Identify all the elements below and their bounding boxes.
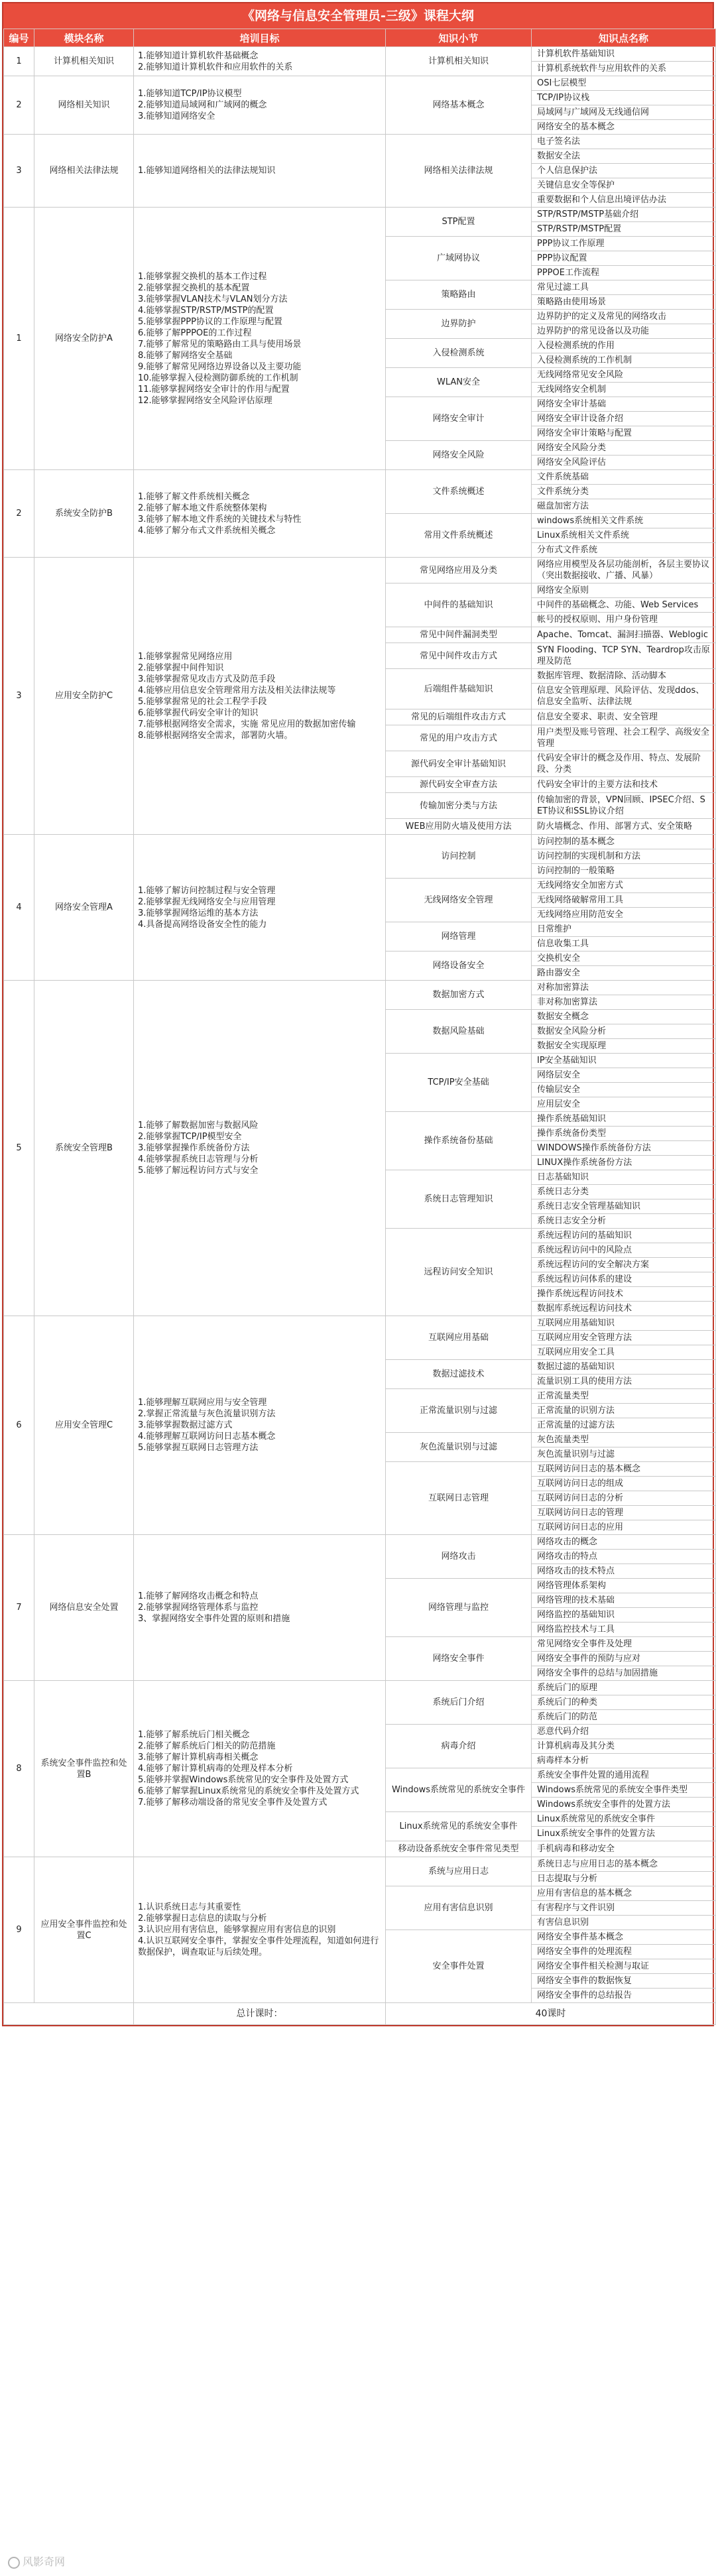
module-name: 网络信息安全处置 — [34, 1535, 134, 1681]
header-point: 知识点名称 — [532, 29, 716, 47]
knowledge-point: 操作系统备份类型 — [532, 1127, 716, 1141]
knowledge-point: 无线网络应用防范安全 — [532, 908, 716, 922]
knowledge-point: 恶意代码介绍 — [532, 1725, 716, 1739]
knowledge-point: 网络管理体系架构 — [532, 1579, 716, 1593]
section-name: 广域网协议 — [386, 237, 532, 280]
module-name: 网络相关法律法规 — [34, 135, 134, 208]
module-name: 系统安全防护B — [34, 470, 134, 558]
knowledge-point: 访问控制的实现机制和方法 — [532, 849, 716, 864]
knowledge-point: 个人信息保护法 — [532, 164, 716, 178]
knowledge-point: Linux系统相关文件系统 — [532, 528, 716, 543]
table-row — [4, 981, 716, 995]
module-number: 4 — [4, 835, 34, 981]
table-row — [4, 76, 716, 91]
knowledge-point: 计算机软件基础知识 — [532, 47, 716, 62]
section-name: 常见的用户攻击方式 — [386, 725, 532, 751]
module-name: 系统安全事件监控和处置B — [34, 1681, 134, 1857]
knowledge-point: 用户类型及账号管理、社会工程学、高级安全管理 — [532, 725, 716, 751]
knowledge-point: IP安全基础知识 — [532, 1054, 716, 1068]
section-name: 文件系统概述 — [386, 470, 532, 514]
module-goal: 1.能够掌握交换机的基本工作过程 2.能够掌握交换机的基本配置 3.能够掌握VLAN技术与VLAN划分方法 4.能够掌握STP/RSTP/MSTP的配置 5.能够掌握PPP协议的工作原理与配置 6.能够了解PPPOE的工作过程 7.能够了解常见的策略路由工具与使用场景 8.能够了解网络安全基础 9.能够了解常见网络边界设备以及主要功能 10.能够掌握入侵检测防御系统的工作机制 11.能够掌握网络安全审计的作用与配置 12.能够掌握网络安全风险评估原理 — [134, 208, 386, 470]
knowledge-point: Windows系统常见的系统安全事件类型 — [532, 1783, 716, 1798]
knowledge-point: Apache、Tomcat、漏洞扫描器、Weblogic — [532, 627, 716, 643]
knowledge-point: WINDOWS操作系统备份方法 — [532, 1141, 716, 1156]
knowledge-point: 对称加密算法 — [532, 981, 716, 995]
knowledge-point: 灰色流量类型 — [532, 1433, 716, 1447]
knowledge-point: 防火墙概念、作用、部署方式、安全策略 — [532, 819, 716, 835]
module-goal: 1.能够掌握常见网络应用 2.能够掌握中间件知识 3.能够掌握常见攻击方式及防范手段 4.能够应用信息安全管理常用方法及相关法律法规等 5.能够掌握常见的社会工程学手段 6.能够掌握代码安全审计的知识 7.能够根据网络安全需求，实施 常见应用的数据加密传输 8.能够根据网络安全需求，部署防火墙。 — [134, 558, 386, 835]
knowledge-point: 局域网与广域网及无线通信网 — [532, 105, 716, 120]
knowledge-point: STP/RSTP/MSTP配置 — [532, 222, 716, 237]
knowledge-point: OSI七层模型 — [532, 76, 716, 91]
knowledge-point: 正常流量的过滤方法 — [532, 1418, 716, 1433]
knowledge-point: 系统远程访问体系的建设 — [532, 1272, 716, 1287]
knowledge-point: 磁盘加密方法 — [532, 499, 716, 514]
module-number: 2 — [4, 470, 34, 558]
section-name: 入侵检测系统 — [386, 339, 532, 368]
knowledge-point: 网络层安全 — [532, 1068, 716, 1083]
knowledge-point: 互联网访问日志的组成 — [532, 1477, 716, 1491]
section-name: 常用文件系统概述 — [386, 514, 532, 558]
module-name: 网络安全管理A — [34, 835, 134, 981]
knowledge-point: 系统日志分类 — [532, 1185, 716, 1199]
module-number: 9 — [4, 1857, 34, 2003]
knowledge-point: 计算机系统软件与应用软件的关系 — [532, 62, 716, 76]
module-name: 系统安全管理B — [34, 981, 134, 1316]
table-row — [4, 1535, 716, 1550]
knowledge-point: 计算机病毒及其分类 — [532, 1739, 716, 1754]
knowledge-point: 互联网访问日志的应用 — [532, 1520, 716, 1535]
knowledge-point: 互联网应用安全管理方法 — [532, 1331, 716, 1345]
knowledge-point: LINUX操作系统备份方法 — [532, 1156, 716, 1170]
total-hours-label: 总计课时： — [134, 2003, 386, 2025]
knowledge-point: 信息安全要求、职责、安全管理 — [532, 709, 716, 725]
module-name: 计算机相关知识 — [34, 47, 134, 76]
section-name: 源代码安全审计基础知识 — [386, 751, 532, 777]
total-hours-row — [4, 2003, 716, 2025]
section-name: 安全事件处置 — [386, 1930, 532, 2003]
section-name: 数据风险基础 — [386, 1010, 532, 1054]
syllabus-document — [2, 2, 714, 2026]
knowledge-point: 灰色流量识别与过滤 — [532, 1447, 716, 1462]
knowledge-point: 网络监控的基础知识 — [532, 1608, 716, 1623]
knowledge-point: PPP协议配置 — [532, 251, 716, 266]
knowledge-point: 手机病毒和移动安全 — [532, 1841, 716, 1857]
knowledge-point: 互联网应用安全工具 — [532, 1345, 716, 1360]
module-goal: 1.能够了解数据加密与数据风险 2.能够掌握TCP/IP模型安全 3.能够掌握操作系统备份方法 4.能够掌握系统日志管理与分析 5.能够了解远程访问方式与安全 — [134, 981, 386, 1316]
table-row — [4, 470, 716, 485]
knowledge-point: 有害程序与文件识别 — [532, 1901, 716, 1916]
knowledge-point: STP/RSTP/MSTP基础介绍 — [532, 208, 716, 222]
knowledge-point: 网络安全的基本概念 — [532, 120, 716, 135]
knowledge-point: 网络安全事件的预防与应对 — [532, 1652, 716, 1666]
section-name: 网络相关法律法规 — [386, 135, 532, 208]
section-name: 网络管理 — [386, 922, 532, 951]
knowledge-point: PPPOE工作流程 — [532, 266, 716, 280]
section-name: 系统与应用日志 — [386, 1857, 532, 1886]
knowledge-point: 有害信息识别 — [532, 1916, 716, 1930]
knowledge-point: 路由器安全 — [532, 966, 716, 981]
knowledge-point: 互联网访问日志的分析 — [532, 1491, 716, 1506]
knowledge-point: 操作系统远程访问技术 — [532, 1287, 716, 1302]
table-row — [4, 1857, 716, 1872]
knowledge-point: windows系统相关文件系统 — [532, 514, 716, 528]
watermark-icon — [8, 2557, 20, 2569]
section-name: 常见网络应用及分类 — [386, 558, 532, 583]
module-number: 8 — [4, 1681, 34, 1857]
table-row — [4, 135, 716, 149]
knowledge-point: 数据过滤的基础知识 — [532, 1360, 716, 1375]
knowledge-point: 数据安全概念 — [532, 1010, 716, 1024]
module-goal: 1.能够知道网络相关的法律法规知识 — [134, 135, 386, 208]
knowledge-point: 网络安全审计策略与配置 — [532, 426, 716, 441]
knowledge-point: 互联网访问日志的管理 — [532, 1506, 716, 1520]
knowledge-point: 网络安全审计基础 — [532, 397, 716, 412]
knowledge-point: 网络安全事件相关检测与取证 — [532, 1959, 716, 1974]
module-goal: 1.能够知道计算机软件基础概念 2.能够知道计算机软件和应用软件的关系 — [134, 47, 386, 76]
module-number: 3 — [4, 558, 34, 835]
header-module: 模块名称 — [34, 29, 134, 47]
knowledge-point: 系统远程访问中的风险点 — [532, 1243, 716, 1258]
knowledge-point: PPP协议工作原理 — [532, 237, 716, 251]
knowledge-point: Linux系统常见的系统安全事件 — [532, 1812, 716, 1827]
knowledge-point: 无线网络安全机制 — [532, 383, 716, 397]
knowledge-point: 网络安全事件的数据恢复 — [532, 1974, 716, 1989]
section-name: Linux系统常见的系统安全事件 — [386, 1812, 532, 1841]
module-number: 1 — [4, 47, 34, 76]
knowledge-point: 网络攻击的概念 — [532, 1535, 716, 1550]
knowledge-point: 正常流量的识别方法 — [532, 1404, 716, 1418]
knowledge-point: 系统日志安全管理基础知识 — [532, 1199, 716, 1214]
table-body — [4, 47, 716, 2003]
knowledge-point: 常见网络安全事件及处理 — [532, 1637, 716, 1652]
header-number: 编号 — [4, 29, 34, 47]
section-name: 病毒介绍 — [386, 1725, 532, 1768]
knowledge-point: 互联网应用基础知识 — [532, 1316, 716, 1331]
module-number: 6 — [4, 1316, 34, 1535]
knowledge-point: 网络管理的技术基础 — [532, 1593, 716, 1608]
knowledge-point: 入侵检测系统的工作机制 — [532, 353, 716, 368]
section-name: 后端组件基础知识 — [386, 669, 532, 709]
knowledge-point: 网络应用模型及各层功能剖析，各层主要协议（突出数据接收、广播、风暴） — [532, 558, 716, 583]
knowledge-point: 边界防护的常见设备以及功能 — [532, 324, 716, 339]
table-row — [4, 558, 716, 583]
knowledge-point: 分布式文件系统 — [532, 543, 716, 558]
module-number: 7 — [4, 1535, 34, 1681]
knowledge-point: 网络安全事件基本概念 — [532, 1930, 716, 1945]
section-name: 网络安全审计 — [386, 397, 532, 441]
knowledge-point: 数据安全法 — [532, 149, 716, 164]
knowledge-point: 流量识别工具的使用方法 — [532, 1375, 716, 1389]
module-name: 应用安全管理C — [34, 1316, 134, 1535]
section-name: 正常流量识别与过滤 — [386, 1389, 532, 1433]
section-name: 源代码安全审查方法 — [386, 777, 532, 793]
knowledge-point: 日志基础知识 — [532, 1170, 716, 1185]
knowledge-point: 网络攻击的特点 — [532, 1550, 716, 1564]
section-name: 网络安全事件 — [386, 1637, 532, 1681]
table-row — [4, 1316, 716, 1331]
header-section: 知识小节 — [386, 29, 532, 47]
knowledge-point: 病毒样本分析 — [532, 1754, 716, 1768]
section-name: 网络设备安全 — [386, 951, 532, 981]
section-name: 互联网日志管理 — [386, 1462, 532, 1535]
section-name: 传输加密分类与方法 — [386, 793, 532, 819]
section-name: 网络管理与监控 — [386, 1579, 532, 1637]
knowledge-point: 网络安全风险分类 — [532, 441, 716, 456]
section-name: 数据加密方式 — [386, 981, 532, 1010]
section-name: TCP/IP安全基础 — [386, 1054, 532, 1112]
knowledge-point: 数据库管理、数据清除、活动脚本 — [532, 669, 716, 684]
knowledge-point: 系统后门的防范 — [532, 1710, 716, 1725]
section-name: 常见中间件漏洞类型 — [386, 627, 532, 643]
table-row — [4, 835, 716, 849]
knowledge-point: 交换机安全 — [532, 951, 716, 966]
knowledge-point: 系统远程访问的基础知识 — [532, 1229, 716, 1243]
table-header-row — [4, 29, 716, 47]
knowledge-point: 数据安全风险分析 — [532, 1024, 716, 1039]
knowledge-point: 策略路由使用场景 — [532, 295, 716, 310]
module-goal: 1.认识系统日志与其重要性 2.能够掌握日志信息的读取与分析 3.认识应用有害信息，能够掌握应用有害信息的识别 4.认识互联网安全事件，掌握安全事件处理流程，知道如何进行数据保护，调查取证与后续处理。 — [134, 1857, 386, 2003]
knowledge-point: 系统后门的种类 — [532, 1695, 716, 1710]
knowledge-point: 中间件的基础概念、功能、Web Services — [532, 598, 716, 613]
section-name: 灰色流量识别与过滤 — [386, 1433, 532, 1462]
module-goal: 1.能够了解系统后门相关概念 2.能够了解系统后门相关的防范措施 3.能够了解计算机病毒相关概念 4.能够了解计算机病毒的处理及样本分析 5.能够并掌握Windows系统常见的安全事件及处置方式 6.能够了解掌握Linux系统常见的系统安全事件及处置方式 7.能够了解移动端设备的常见安全事件及处置方式 — [134, 1681, 386, 1857]
module-name: 应用安全事件监控和处置C — [34, 1857, 134, 2003]
knowledge-point: 数据库系统远程访问技术 — [532, 1302, 716, 1316]
section-name: 应用有害信息识别 — [386, 1886, 532, 1930]
section-name: 数据过滤技术 — [386, 1360, 532, 1389]
section-name: 移动设备系统安全事件常见类型 — [386, 1841, 532, 1857]
section-name: 计算机相关知识 — [386, 47, 532, 76]
knowledge-point: 操作系统基础知识 — [532, 1112, 716, 1127]
section-name: 网络攻击 — [386, 1535, 532, 1579]
section-name: 远程访问安全知识 — [386, 1229, 532, 1316]
knowledge-point: 信息收集工具 — [532, 937, 716, 951]
knowledge-point: 无线网络破解常用工具 — [532, 893, 716, 908]
knowledge-point: Linux系统安全事件的处置方法 — [532, 1827, 716, 1841]
syllabus-table — [3, 29, 716, 2025]
knowledge-point: 访问控制的一般策略 — [532, 864, 716, 879]
knowledge-point: 常见过滤工具 — [532, 280, 716, 295]
module-goal: 1.能够理解互联网应用与安全管理 2.掌握正常流量与灰色流量识别方法 3.能够掌握数据过滤方式 4.能够理解互联网访问日志基本概念 5.能够掌握互联网日志管理方法 — [134, 1316, 386, 1535]
module-number: 2 — [4, 76, 34, 135]
module-goal: 1.能够了解访问控制过程与安全管理 2.能够掌握无线网络安全与应用管理 3.能够掌握网络运维的基本方法 4.具备提高网络设备安全性的能力 — [134, 835, 386, 981]
knowledge-point: 系统后门的原理 — [532, 1681, 716, 1695]
section-name: 常见中间件攻击方式 — [386, 643, 532, 669]
section-name: WEB应用防火墙及使用方法 — [386, 819, 532, 835]
total-hours-value: 40课时 — [386, 2003, 716, 2025]
section-name: 系统后门介绍 — [386, 1681, 532, 1725]
knowledge-point: 信息安全管理原理、风险评估、发现ddos、信息安全监听、法律法规 — [532, 684, 716, 709]
knowledge-point: 网络安全审计设备介绍 — [532, 412, 716, 426]
knowledge-point: 无线网络常见安全风险 — [532, 368, 716, 383]
module-name: 网络相关知识 — [34, 76, 134, 135]
knowledge-point: 文件系统基础 — [532, 470, 716, 485]
knowledge-point: 数据安全实现原理 — [532, 1039, 716, 1054]
module-name: 网络安全防护A — [34, 208, 134, 470]
knowledge-point: 网络安全事件的处理流程 — [532, 1945, 716, 1959]
knowledge-point: Windows系统安全事件的处置方法 — [532, 1798, 716, 1812]
knowledge-point: 入侵检测系统的作用 — [532, 339, 716, 353]
knowledge-point: 网络安全风险评估 — [532, 456, 716, 470]
knowledge-point: 网络攻击的技术特点 — [532, 1564, 716, 1579]
knowledge-point: 非对称加密算法 — [532, 995, 716, 1010]
knowledge-point: 应用有害信息的基本概念 — [532, 1886, 716, 1901]
section-name: Windows系统常见的系统安全事件 — [386, 1768, 532, 1812]
knowledge-point: 传输层安全 — [532, 1083, 716, 1097]
knowledge-point: 网络安全事件的总结报告 — [532, 1989, 716, 2003]
knowledge-point: 日常维护 — [532, 922, 716, 937]
knowledge-point: 系统远程访问的安全解决方案 — [532, 1258, 716, 1272]
page-title: 《网络与信息安全管理员-三级》课程大纲 — [3, 3, 713, 29]
knowledge-point: 边界防护的定义及常见的网络攻击 — [532, 310, 716, 324]
module-goal: 1.能够了解网络攻击概念和特点 2.能够掌握网络管理体系与监控 3、掌握网络安全事件处置的原则和措施 — [134, 1535, 386, 1681]
section-name: 互联网应用基础 — [386, 1316, 532, 1360]
section-name: WLAN安全 — [386, 368, 532, 397]
knowledge-point: 访问控制的基本概念 — [532, 835, 716, 849]
section-name: 边界防护 — [386, 310, 532, 339]
section-name: 操作系统备份基础 — [386, 1112, 532, 1170]
module-goal: 1.能够知道TCP/IP协议模型 2.能够知道局域网和广域网的概念 3.能够知道网络安全 — [134, 76, 386, 135]
module-number: 3 — [4, 135, 34, 208]
section-name: 策略路由 — [386, 280, 532, 310]
knowledge-point: 系统安全事件处置的通用流程 — [532, 1768, 716, 1783]
section-name: 网络安全风险 — [386, 441, 532, 470]
knowledge-point: 系统日志与应用日志的基本概念 — [532, 1857, 716, 1872]
section-name: 系统日志管理知识 — [386, 1170, 532, 1229]
knowledge-point: 电子签名法 — [532, 135, 716, 149]
section-name: 常见的后端组件攻击方式 — [386, 709, 532, 725]
table-row — [4, 208, 716, 222]
knowledge-point: 正常流量类型 — [532, 1389, 716, 1404]
module-number: 1 — [4, 208, 34, 470]
knowledge-point: 传输加密的背景，VPN回顾、IPSEC介绍、SET协议和SSL协议介绍 — [532, 793, 716, 819]
knowledge-point: SYN Flooding、TCP SYN、Teardrop攻击原理及防范 — [532, 643, 716, 669]
knowledge-point: 网络安全原则 — [532, 583, 716, 598]
module-name: 应用安全防护C — [34, 558, 134, 835]
knowledge-point: 文件系统分类 — [532, 485, 716, 499]
section-name: 无线网络安全管理 — [386, 879, 532, 922]
knowledge-point: 无线网络安全加密方式 — [532, 879, 716, 893]
section-name: 网络基本概念 — [386, 76, 532, 135]
knowledge-point: 代码安全审计的概念及作用、特点、发展阶段、分类 — [532, 751, 716, 777]
knowledge-point: 互联网访问日志的基本概念 — [532, 1462, 716, 1477]
knowledge-point: 网络安全事件的总结与加固措施 — [532, 1666, 716, 1681]
knowledge-point: 代码安全审计的主要方法和技术 — [532, 777, 716, 793]
section-name: STP配置 — [386, 208, 532, 237]
module-goal: 1.能够了解文件系统相关概念 2.能够了解本地文件系统整体架构 3.能够了解本地文件系统的关键技术与特性 4.能够了解分布式文件系统相关概念 — [134, 470, 386, 558]
table-row — [4, 47, 716, 62]
knowledge-point: 网络监控技术与工具 — [532, 1623, 716, 1637]
knowledge-point: 应用层安全 — [532, 1097, 716, 1112]
knowledge-point: 帐号的授权原则、用户身份管理 — [532, 613, 716, 627]
knowledge-point: 日志提取与分析 — [532, 1872, 716, 1886]
section-name: 访问控制 — [386, 835, 532, 879]
knowledge-point: 关键信息安全等保护 — [532, 178, 716, 193]
section-name: 中间件的基础知识 — [386, 583, 532, 627]
knowledge-point: 系统日志安全分析 — [532, 1214, 716, 1229]
header-goal: 培训目标 — [134, 29, 386, 47]
knowledge-point: TCP/IP协议栈 — [532, 91, 716, 105]
knowledge-point: 重要数据和个人信息出境评估办法 — [532, 193, 716, 208]
module-number: 5 — [4, 981, 34, 1316]
table-row — [4, 1681, 716, 1695]
watermark: 风影奇网 — [8, 2553, 65, 2569]
